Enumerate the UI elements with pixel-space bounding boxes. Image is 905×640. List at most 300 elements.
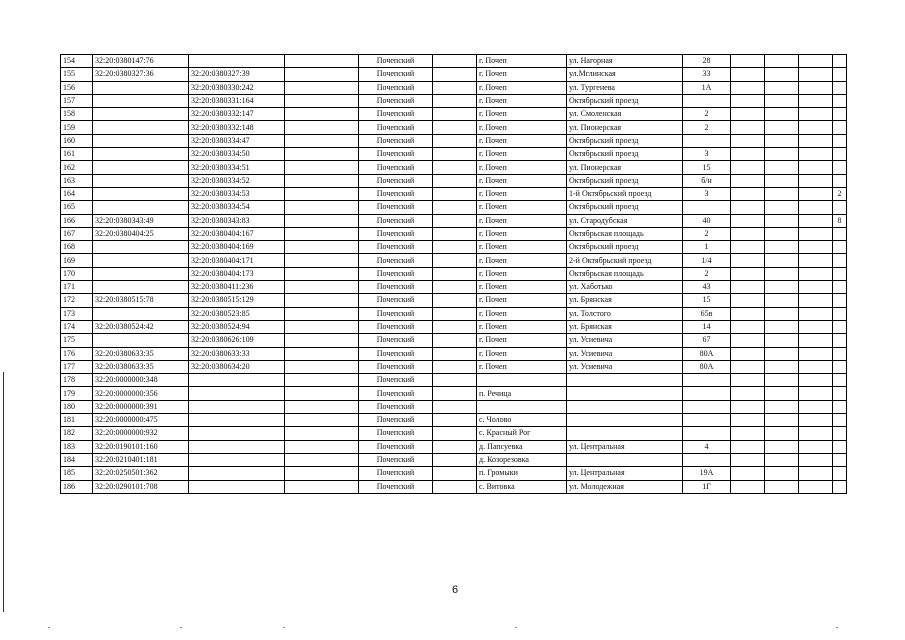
- cell-empty5: [799, 134, 833, 147]
- cell-empty5: [799, 254, 833, 267]
- cell-empty1: [285, 334, 359, 347]
- cell-empty2: [433, 347, 477, 360]
- cell-empty1: [285, 294, 359, 307]
- cell-cad2: 32:20:0380524:94: [189, 320, 285, 333]
- cell-cad2: 32:20:0380330:242: [189, 81, 285, 94]
- cell-no: 177: [61, 360, 93, 373]
- cell-empty1: [285, 267, 359, 280]
- cell-street: Октябрьская площадь: [567, 267, 683, 280]
- cell-extra: [833, 94, 847, 107]
- cell-no: 175: [61, 334, 93, 347]
- cell-empty2: [433, 480, 477, 493]
- cell-empty2: [433, 294, 477, 307]
- cell-cad1: 32:20:0380515:78: [93, 294, 189, 307]
- cell-street: Октябрьский проезд: [567, 94, 683, 107]
- cell-empty5: [799, 360, 833, 373]
- cell-empty2: [433, 68, 477, 81]
- cell-empty2: [433, 55, 477, 68]
- cell-district: Почепский: [359, 227, 433, 240]
- cell-empty4: [765, 241, 799, 254]
- cell-empty4: [765, 68, 799, 81]
- cell-locality: г. Почеп: [477, 227, 567, 240]
- cell-empty1: [285, 81, 359, 94]
- cell-street: [567, 400, 683, 413]
- cell-street: ул. Толстого: [567, 307, 683, 320]
- cell-cad2: 32:20:0380334:50: [189, 148, 285, 161]
- cell-district: Почепский: [359, 480, 433, 493]
- cell-locality: г. Почеп: [477, 108, 567, 121]
- cell-locality: г. Почеп: [477, 347, 567, 360]
- cell-house: 65в: [683, 307, 731, 320]
- cell-empty5: [799, 68, 833, 81]
- cell-empty2: [433, 267, 477, 280]
- cell-no: 168: [61, 241, 93, 254]
- cell-district: Почепский: [359, 134, 433, 147]
- cell-district: Почепский: [359, 307, 433, 320]
- cell-cad2: 32:20:0380331:164: [189, 94, 285, 107]
- cell-cad1: [93, 307, 189, 320]
- cell-cad1: [93, 267, 189, 280]
- cell-empty3: [731, 108, 765, 121]
- cell-no: 185: [61, 467, 93, 480]
- cell-extra: [833, 320, 847, 333]
- cell-district: Почепский: [359, 108, 433, 121]
- cell-district: Почепский: [359, 174, 433, 187]
- table-row: [61, 94, 847, 107]
- table-row: [61, 334, 847, 347]
- cell-empty2: [433, 94, 477, 107]
- cell-empty3: [731, 148, 765, 161]
- cell-house: 2: [683, 121, 731, 134]
- cell-empty5: [799, 453, 833, 466]
- cell-empty4: [765, 467, 799, 480]
- cell-empty3: [731, 174, 765, 187]
- cell-empty4: [765, 108, 799, 121]
- cell-house: 19А: [683, 467, 731, 480]
- cell-locality: г. Почеп: [477, 267, 567, 280]
- cell-house: 15: [683, 161, 731, 174]
- cell-cad2: 32:20:0380343:83: [189, 214, 285, 227]
- page-number: 6: [452, 584, 459, 596]
- cell-cad2: [189, 467, 285, 480]
- cell-empty4: [765, 81, 799, 94]
- cell-empty4: [765, 294, 799, 307]
- table-row: [61, 453, 847, 466]
- cell-locality: г. Почеп: [477, 134, 567, 147]
- cell-empty4: [765, 400, 799, 413]
- cell-street: [567, 387, 683, 400]
- cell-empty2: [433, 161, 477, 174]
- cell-empty5: [799, 121, 833, 134]
- cell-empty2: [433, 307, 477, 320]
- cell-district: Почепский: [359, 294, 433, 307]
- cell-street: 1-й Октябрьский проезд: [567, 187, 683, 200]
- cell-cad2: 32:20:0380634:20: [189, 360, 285, 373]
- cell-house: 33: [683, 68, 731, 81]
- cell-empty3: [731, 227, 765, 240]
- cell-street: ул. Хаботько: [567, 281, 683, 294]
- cell-cad2: 32:20:0380404:173: [189, 267, 285, 280]
- scan-edge-line: [3, 372, 4, 612]
- cell-empty3: [731, 281, 765, 294]
- cell-no: 157: [61, 94, 93, 107]
- table-row: [61, 121, 847, 134]
- cell-district: Почепский: [359, 347, 433, 360]
- cell-empty5: [799, 241, 833, 254]
- cell-empty2: [433, 334, 477, 347]
- cell-no: 166: [61, 214, 93, 227]
- cell-empty4: [765, 121, 799, 134]
- cell-locality: д. Козорезовка: [477, 453, 567, 466]
- cell-empty1: [285, 320, 359, 333]
- cell-street: [567, 374, 683, 387]
- cell-locality: г. Почеп: [477, 294, 567, 307]
- cell-locality: [477, 400, 567, 413]
- cell-empty3: [731, 400, 765, 413]
- cell-street: ул. Стародубская: [567, 214, 683, 227]
- cell-locality: г. Почеп: [477, 148, 567, 161]
- cell-extra: [833, 161, 847, 174]
- cell-locality: г. Почеп: [477, 187, 567, 200]
- cell-no: 161: [61, 148, 93, 161]
- cell-no: 181: [61, 414, 93, 427]
- cell-extra: [833, 134, 847, 147]
- cell-empty5: [799, 267, 833, 280]
- cell-locality: г. Почеп: [477, 320, 567, 333]
- table-row: [61, 400, 847, 413]
- cell-extra: [833, 427, 847, 440]
- cell-empty3: [731, 347, 765, 360]
- cell-district: Почепский: [359, 214, 433, 227]
- scan-mark: [283, 627, 285, 628]
- cell-no: 178: [61, 374, 93, 387]
- cell-cad2: [189, 440, 285, 453]
- cell-district: Почепский: [359, 187, 433, 200]
- cell-house: 3: [683, 148, 731, 161]
- cell-empty2: [433, 427, 477, 440]
- cell-cad1: [93, 108, 189, 121]
- cell-district: Почепский: [359, 453, 433, 466]
- cell-cad2: 32:20:0380334:54: [189, 201, 285, 214]
- cell-locality: г. Почеп: [477, 174, 567, 187]
- cell-extra: [833, 148, 847, 161]
- cell-no: 183: [61, 440, 93, 453]
- cell-empty3: [731, 307, 765, 320]
- cell-empty3: [731, 254, 765, 267]
- cell-empty1: [285, 254, 359, 267]
- cell-street: Октябрьский проезд: [567, 201, 683, 214]
- cell-district: Почепский: [359, 360, 433, 373]
- cell-empty1: [285, 174, 359, 187]
- cell-empty1: [285, 55, 359, 68]
- cell-empty1: [285, 108, 359, 121]
- cell-cad1: [93, 148, 189, 161]
- cell-cad1: 32:20:0210401:181: [93, 453, 189, 466]
- cell-empty3: [731, 121, 765, 134]
- cell-empty5: [799, 320, 833, 333]
- cell-empty5: [799, 387, 833, 400]
- cell-empty5: [799, 214, 833, 227]
- table-body: [61, 55, 847, 494]
- cell-cad1: 32:20:0380633:35: [93, 360, 189, 373]
- cell-extra: [833, 467, 847, 480]
- cell-empty4: [765, 307, 799, 320]
- cell-empty3: [731, 187, 765, 200]
- cell-extra: [833, 68, 847, 81]
- cell-empty5: [799, 94, 833, 107]
- cell-cad1: 32:20:0380404:25: [93, 227, 189, 240]
- cell-cad2: 32:20:0380332:147: [189, 108, 285, 121]
- cell-extra: [833, 400, 847, 413]
- cell-cad2: 32:20:0380334:47: [189, 134, 285, 147]
- cell-no: 176: [61, 347, 93, 360]
- cell-empty5: [799, 55, 833, 68]
- cell-empty2: [433, 241, 477, 254]
- table-row: [61, 307, 847, 320]
- cell-district: Почепский: [359, 334, 433, 347]
- cell-cad2: [189, 55, 285, 68]
- cell-cad2: 32:20:0380334:51: [189, 161, 285, 174]
- cell-empty1: [285, 480, 359, 493]
- cell-locality: г. Почеп: [477, 201, 567, 214]
- cell-empty4: [765, 201, 799, 214]
- cell-empty4: [765, 254, 799, 267]
- cell-empty1: [285, 214, 359, 227]
- cell-locality: г. Почеп: [477, 281, 567, 294]
- cell-cad2: 32:20:0380633:33: [189, 347, 285, 360]
- cell-extra: [833, 281, 847, 294]
- cell-no: 154: [61, 55, 93, 68]
- table-row: [61, 281, 847, 294]
- cell-house: [683, 414, 731, 427]
- cell-cad2: 32:20:0380523:85: [189, 307, 285, 320]
- cell-street: Октябрьский проезд: [567, 148, 683, 161]
- scan-mark: [48, 627, 50, 628]
- cell-locality: г. Почеп: [477, 68, 567, 81]
- cell-extra: [833, 334, 847, 347]
- cell-empty3: [731, 81, 765, 94]
- cell-empty2: [433, 214, 477, 227]
- cell-house: 2: [683, 227, 731, 240]
- table-row: [61, 161, 847, 174]
- cell-empty1: [285, 121, 359, 134]
- cell-empty1: [285, 68, 359, 81]
- cell-empty3: [731, 320, 765, 333]
- cell-empty5: [799, 307, 833, 320]
- cell-cad2: 32:20:0380404:169: [189, 241, 285, 254]
- scan-mark: [180, 627, 182, 628]
- cell-empty4: [765, 187, 799, 200]
- cell-empty4: [765, 360, 799, 373]
- table-row: [61, 360, 847, 373]
- cell-empty1: [285, 440, 359, 453]
- cell-district: Почепский: [359, 440, 433, 453]
- cell-no: 170: [61, 267, 93, 280]
- cell-empty1: [285, 374, 359, 387]
- cell-district: Почепский: [359, 281, 433, 294]
- cell-no: 158: [61, 108, 93, 121]
- cell-empty4: [765, 427, 799, 440]
- cell-extra: 8: [833, 214, 847, 227]
- cell-district: Почепский: [359, 81, 433, 94]
- cell-cad2: [189, 374, 285, 387]
- cell-no: 182: [61, 427, 93, 440]
- cell-locality: г. Почеп: [477, 360, 567, 373]
- table-row: [61, 414, 847, 427]
- cell-empty1: [285, 467, 359, 480]
- cell-street: Октябрьская площадь: [567, 227, 683, 240]
- cell-house: [683, 134, 731, 147]
- cell-empty1: [285, 94, 359, 107]
- table-row: [61, 227, 847, 240]
- cell-house: 80А: [683, 360, 731, 373]
- cell-cad1: 32:20:0000000:475: [93, 414, 189, 427]
- cell-street: ул. Пионерская: [567, 161, 683, 174]
- cell-street: [567, 414, 683, 427]
- cell-street: Октябрьский проезд: [567, 241, 683, 254]
- cell-district: Почепский: [359, 241, 433, 254]
- cell-empty2: [433, 360, 477, 373]
- cell-empty4: [765, 334, 799, 347]
- table-row: [61, 320, 847, 333]
- cell-empty1: [285, 161, 359, 174]
- cell-cad2: [189, 387, 285, 400]
- cell-empty2: [433, 414, 477, 427]
- cell-empty3: [731, 161, 765, 174]
- cell-cad1: 32:20:0000000:348: [93, 374, 189, 387]
- cell-no: 155: [61, 68, 93, 81]
- cell-empty5: [799, 400, 833, 413]
- cell-empty3: [731, 360, 765, 373]
- cell-empty5: [799, 281, 833, 294]
- table-row: [61, 480, 847, 493]
- cell-house: 1: [683, 241, 731, 254]
- cell-empty2: [433, 440, 477, 453]
- cell-street: Октябрьский проезд: [567, 174, 683, 187]
- table-row: [61, 174, 847, 187]
- cell-street: ул. Брянская: [567, 294, 683, 307]
- cell-cad1: [93, 254, 189, 267]
- cell-empty1: [285, 241, 359, 254]
- cell-empty4: [765, 347, 799, 360]
- cell-locality: г. Почеп: [477, 334, 567, 347]
- cell-cad2: 32:20:0380334:53: [189, 187, 285, 200]
- cell-extra: 2: [833, 187, 847, 200]
- cell-locality: г. Почеп: [477, 81, 567, 94]
- cell-cad1: 32:20:0190101:160: [93, 440, 189, 453]
- cell-extra: [833, 414, 847, 427]
- cell-empty2: [433, 121, 477, 134]
- cell-cad1: 32:20:0290101:708: [93, 480, 189, 493]
- table-row: [61, 134, 847, 147]
- cell-empty1: [285, 347, 359, 360]
- cell-cad1: 32:20:0250501:362: [93, 467, 189, 480]
- table-row: [61, 148, 847, 161]
- cell-cad2: [189, 480, 285, 493]
- scan-mark: [515, 627, 517, 628]
- cell-cad2: 32:20:0380411:236: [189, 281, 285, 294]
- cell-cad1: [93, 161, 189, 174]
- cell-cad2: [189, 453, 285, 466]
- cell-empty4: [765, 148, 799, 161]
- cell-house: [683, 427, 731, 440]
- cell-empty3: [731, 387, 765, 400]
- property-register-table: [60, 54, 847, 494]
- cell-house: [683, 400, 731, 413]
- cell-locality: г. Почеп: [477, 161, 567, 174]
- cell-no: 167: [61, 227, 93, 240]
- cell-empty3: [731, 55, 765, 68]
- cell-house: 43: [683, 281, 731, 294]
- cell-extra: [833, 440, 847, 453]
- cell-district: Почепский: [359, 267, 433, 280]
- cell-no: 164: [61, 187, 93, 200]
- cell-house: [683, 94, 731, 107]
- cell-house: [683, 453, 731, 466]
- cell-house: 14: [683, 320, 731, 333]
- cell-street: ул. Брянская: [567, 320, 683, 333]
- cell-empty5: [799, 81, 833, 94]
- cell-empty5: [799, 374, 833, 387]
- cell-empty2: [433, 108, 477, 121]
- cell-no: 179: [61, 387, 93, 400]
- scan-mark: [836, 627, 838, 628]
- cell-extra: [833, 121, 847, 134]
- cell-no: 165: [61, 201, 93, 214]
- cell-extra: [833, 174, 847, 187]
- cell-extra: [833, 453, 847, 466]
- cell-empty4: [765, 174, 799, 187]
- cell-cad1: 32:20:0000000:391: [93, 400, 189, 413]
- cell-district: Почепский: [359, 161, 433, 174]
- cell-cad2: 32:20:0380626:109: [189, 334, 285, 347]
- table-row: [61, 108, 847, 121]
- table-row: [61, 374, 847, 387]
- cell-locality: г. Почеп: [477, 254, 567, 267]
- cell-no: 186: [61, 480, 93, 493]
- cell-no: 162: [61, 161, 93, 174]
- cell-district: Почепский: [359, 400, 433, 413]
- cell-district: Почепский: [359, 467, 433, 480]
- cell-street: 2-й Октябрьский проезд: [567, 254, 683, 267]
- cell-cad1: [93, 121, 189, 134]
- cell-cad1: [93, 201, 189, 214]
- cell-house: 67: [683, 334, 731, 347]
- cell-empty5: [799, 334, 833, 347]
- cell-locality: п. Речица: [477, 387, 567, 400]
- cell-cad1: [93, 134, 189, 147]
- cell-empty2: [433, 81, 477, 94]
- cell-locality: г. Почеп: [477, 241, 567, 254]
- cell-district: Почепский: [359, 374, 433, 387]
- cell-empty4: [765, 387, 799, 400]
- cell-cad1: 32:20:0000000:932: [93, 427, 189, 440]
- cell-no: 169: [61, 254, 93, 267]
- cell-empty1: [285, 427, 359, 440]
- cell-district: Почепский: [359, 387, 433, 400]
- cell-empty5: [799, 187, 833, 200]
- cell-house: 80А: [683, 347, 731, 360]
- cell-empty3: [731, 68, 765, 81]
- cell-cad1: 32:20:0380633:35: [93, 347, 189, 360]
- cell-empty2: [433, 467, 477, 480]
- cell-empty4: [765, 453, 799, 466]
- cell-empty2: [433, 187, 477, 200]
- cell-empty1: [285, 414, 359, 427]
- cell-house: [683, 201, 731, 214]
- cell-no: 156: [61, 81, 93, 94]
- cell-cad2: [189, 400, 285, 413]
